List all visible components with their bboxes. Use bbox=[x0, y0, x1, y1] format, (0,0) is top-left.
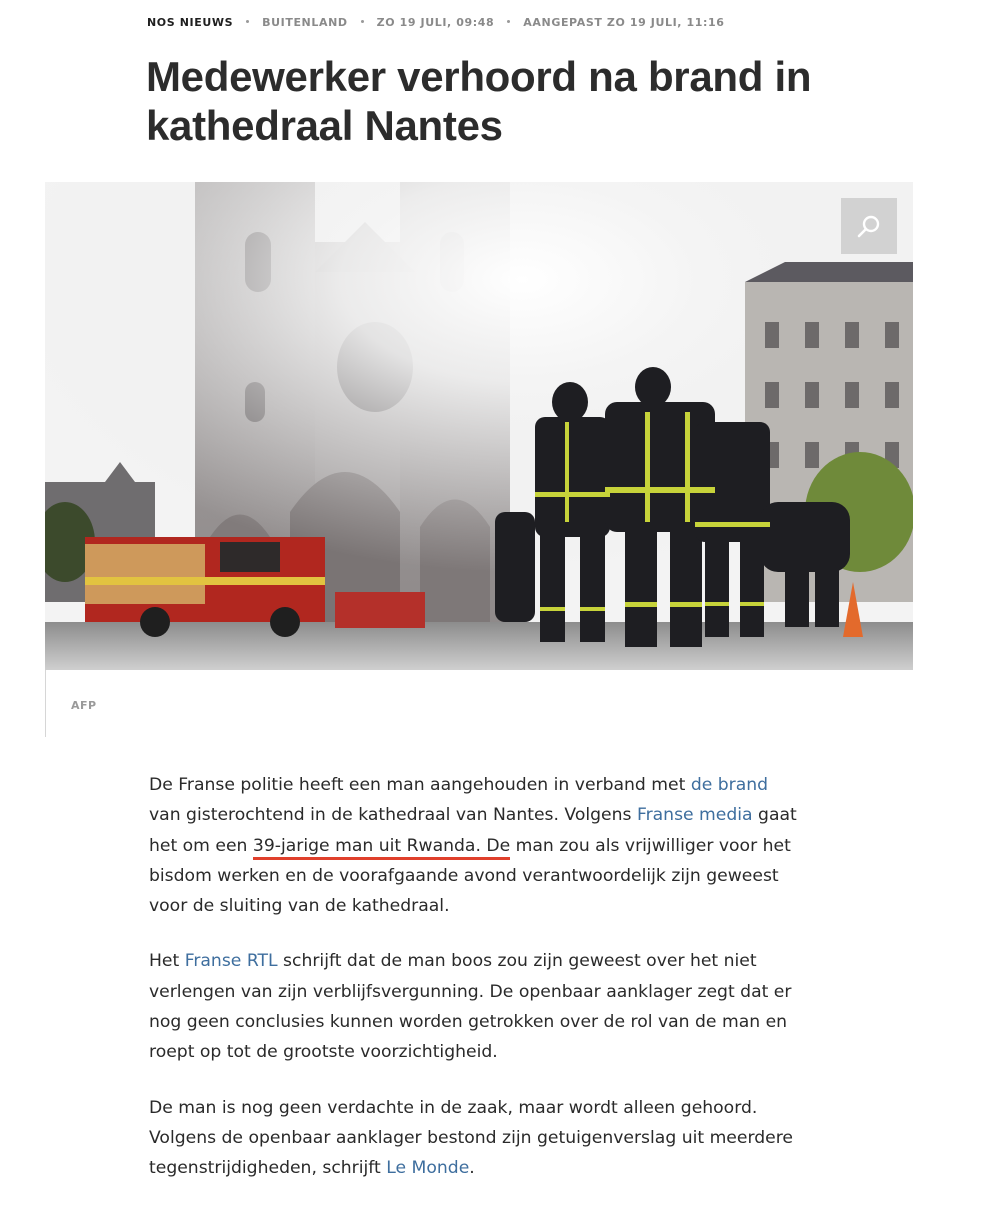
paragraph-2 bbox=[149, 946, 799, 1067]
cathedral-fire-photo bbox=[45, 182, 913, 670]
paragraph-text: De Franse politie heeft een man aangehouden in verband met bbox=[149, 775, 691, 795]
separator-dot bbox=[246, 20, 249, 23]
article-headline: Medewerker verhoord na brand in kathedraal Nantes bbox=[146, 53, 812, 149]
separator-dot bbox=[361, 20, 364, 23]
highlighted-text: 39-jarige man uit Rwanda. De bbox=[253, 836, 510, 860]
zoom-button[interactable] bbox=[841, 198, 897, 254]
link-franse-rtl[interactable]: Franse RTL bbox=[184, 951, 278, 972]
magnifier-icon bbox=[856, 213, 882, 239]
paragraph-text: gaat het om een bbox=[149, 805, 797, 856]
photo-caption bbox=[45, 670, 346, 737]
photo-credit: AFP bbox=[71, 699, 97, 712]
paragraph-text: Het bbox=[149, 951, 185, 972]
paragraph-text: De man is nog geen verdachte in de zaak, maar wordt alleen gehoord. Volgens de openbaar aanklager bestond zijn getuigenverslag uit meerdere tegenstrijdigheden, schrijft bbox=[149, 1097, 793, 1179]
paragraph-text: schrijft dat de man boos zou zijn geweest over het niet verlengen van zijn verblijfsvergunning. De openbaar aanklager zegt dat er nog geen conclusies kunnen worden getrokken over de rol van de man en roept op tot de grootste voorzichtigheid. bbox=[149, 951, 792, 1063]
link-le-monde[interactable]: Le Monde bbox=[386, 1158, 470, 1179]
paragraph-text: van gisterochtend in de kathedraal van Nantes. Volgens bbox=[149, 805, 637, 826]
article-body bbox=[149, 770, 799, 1209]
brand-label[interactable]: NOS NIEUWS bbox=[147, 15, 234, 29]
separator-dot bbox=[507, 20, 510, 23]
paragraph-text: . bbox=[469, 1158, 475, 1179]
link-de-brand[interactable]: de brand bbox=[690, 775, 769, 795]
paragraph-1 bbox=[149, 770, 799, 921]
updated-time: AANGEPAST ZO 19 JULI, 11:16 bbox=[523, 15, 725, 29]
section-label[interactable]: BUITENLAND bbox=[262, 15, 348, 29]
paragraph-text: man zou als vrijwilliger voor het bisdom werken en de voorafgaande avond verantwoordelijk zijn geweest voor de sluiting van de kathedraal. bbox=[149, 835, 791, 917]
paragraph-3 bbox=[149, 1093, 799, 1184]
link-franse-media[interactable]: Franse media bbox=[636, 805, 753, 826]
article-photo[interactable] bbox=[45, 182, 913, 670]
article-meta bbox=[147, 14, 725, 30]
published-time: ZO 19 JULI, 09:48 bbox=[376, 15, 495, 29]
